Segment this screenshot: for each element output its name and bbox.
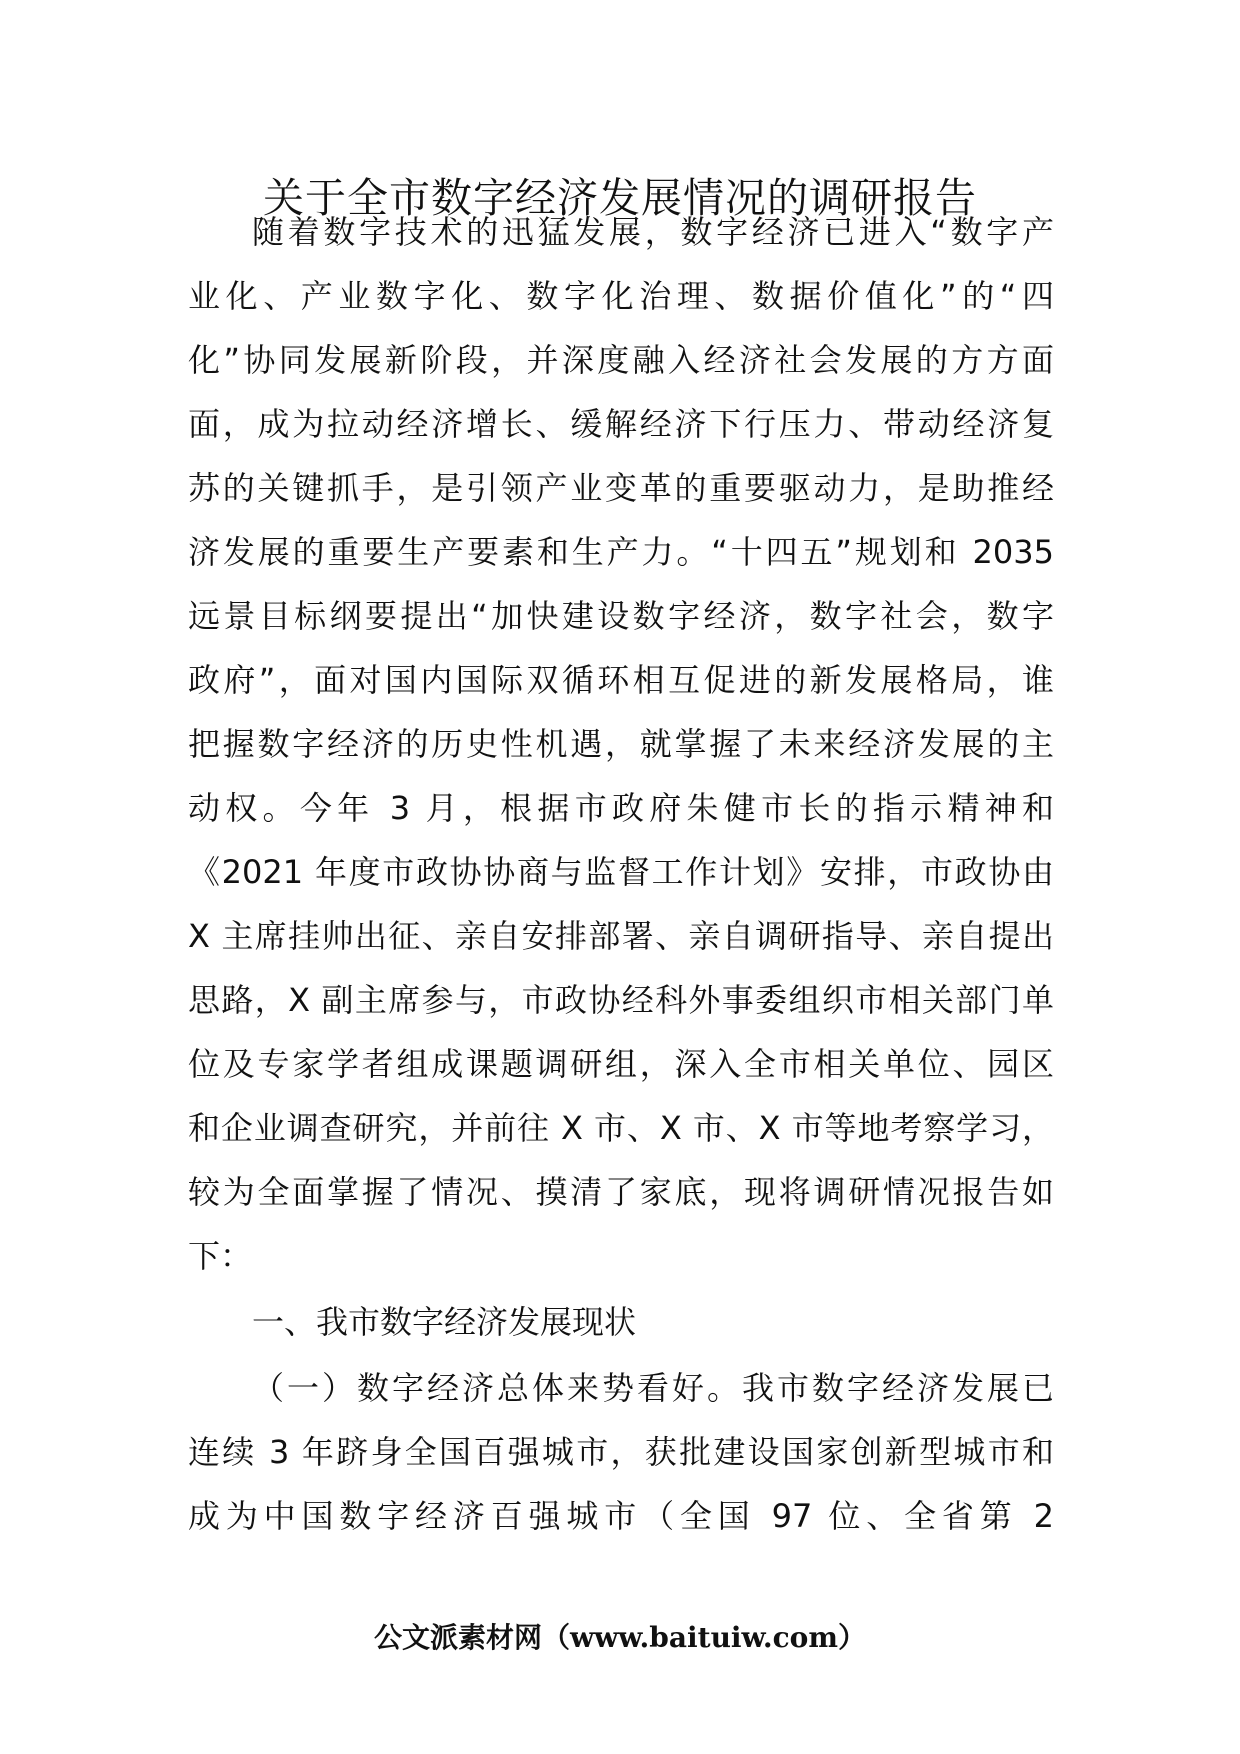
paragraph-line: 较为全面掌握了情况、摸清了家底，现将调研情况报告如 bbox=[188, 1173, 1054, 1211]
paragraph-line: 面，成为拉动经济增长、缓解经济下行压力、带动经济复 bbox=[188, 405, 1054, 443]
document-title: 关于全市数字经济发展情况的调研报告 bbox=[263, 174, 977, 222]
paragraph-line: 位及专家学者组成课题调研组，深入全市相关单位、园区 bbox=[188, 1045, 1054, 1083]
paragraph-line: 远景目标纲要提出“加快建设数字经济，数字社会，数字 bbox=[188, 597, 1054, 635]
paragraph-line: 《2021 年度市政协协商与监督工作计划》安排，市政协由 bbox=[188, 853, 1054, 891]
paragraph-line: 下： bbox=[188, 1237, 253, 1275]
paragraph-line: X 主席挂帅出征、亲自安排部署、亲自调研指导、亲自提出 bbox=[188, 917, 1054, 955]
paragraph-line: 动权。今年 3 月，根据市政府朱健市长的指示精神和 bbox=[188, 789, 1054, 827]
subsection-heading-line: （一）数字经济总体来势看好。我市数字经济发展已 bbox=[252, 1369, 1054, 1407]
section-heading: 一、我市数字经济发展现状 bbox=[252, 1303, 637, 1341]
paragraph-line: 化”协同发展新阶段，并深度融入经济社会发展的方方面 bbox=[188, 341, 1054, 379]
paragraph-line: 思路，X 副主席参与，市政协经科外事委组织市相关部门单 bbox=[188, 981, 1054, 1019]
paragraph-line: 业化、产业数字化、数字化治理、数据价值化”的“四 bbox=[188, 277, 1054, 315]
footer-watermark: 公文派素材网（www.baituiw.com） bbox=[374, 1621, 866, 1654]
paragraph-line: 和企业调查研究，并前往 X 市、X 市、X 市等地考察学习， bbox=[188, 1109, 1054, 1147]
paragraph-line: 随着数字技术的迅猛发展，数字经济已进入“数字产 bbox=[252, 213, 1054, 251]
paragraph-line: 济发展的重要生产要素和生产力。“十四五”规划和 2035 bbox=[188, 533, 1054, 571]
paragraph-line: 连续 3 年跻身全国百强城市，获批建设国家创新型城市和 bbox=[188, 1433, 1054, 1471]
paragraph-line: 把握数字经济的历史性机遇，就掌握了未来经济发展的主 bbox=[188, 725, 1054, 763]
paragraph-line: 成为中国数字经济百强城市（全国 97 位、全省第 2 bbox=[188, 1497, 1054, 1535]
paragraph-line: 政府”，面对国内国际双循环相互促进的新发展格局，谁 bbox=[188, 661, 1054, 699]
paragraph-line: 苏的关键抓手，是引领产业变革的重要驱动力，是助推经 bbox=[188, 469, 1054, 507]
